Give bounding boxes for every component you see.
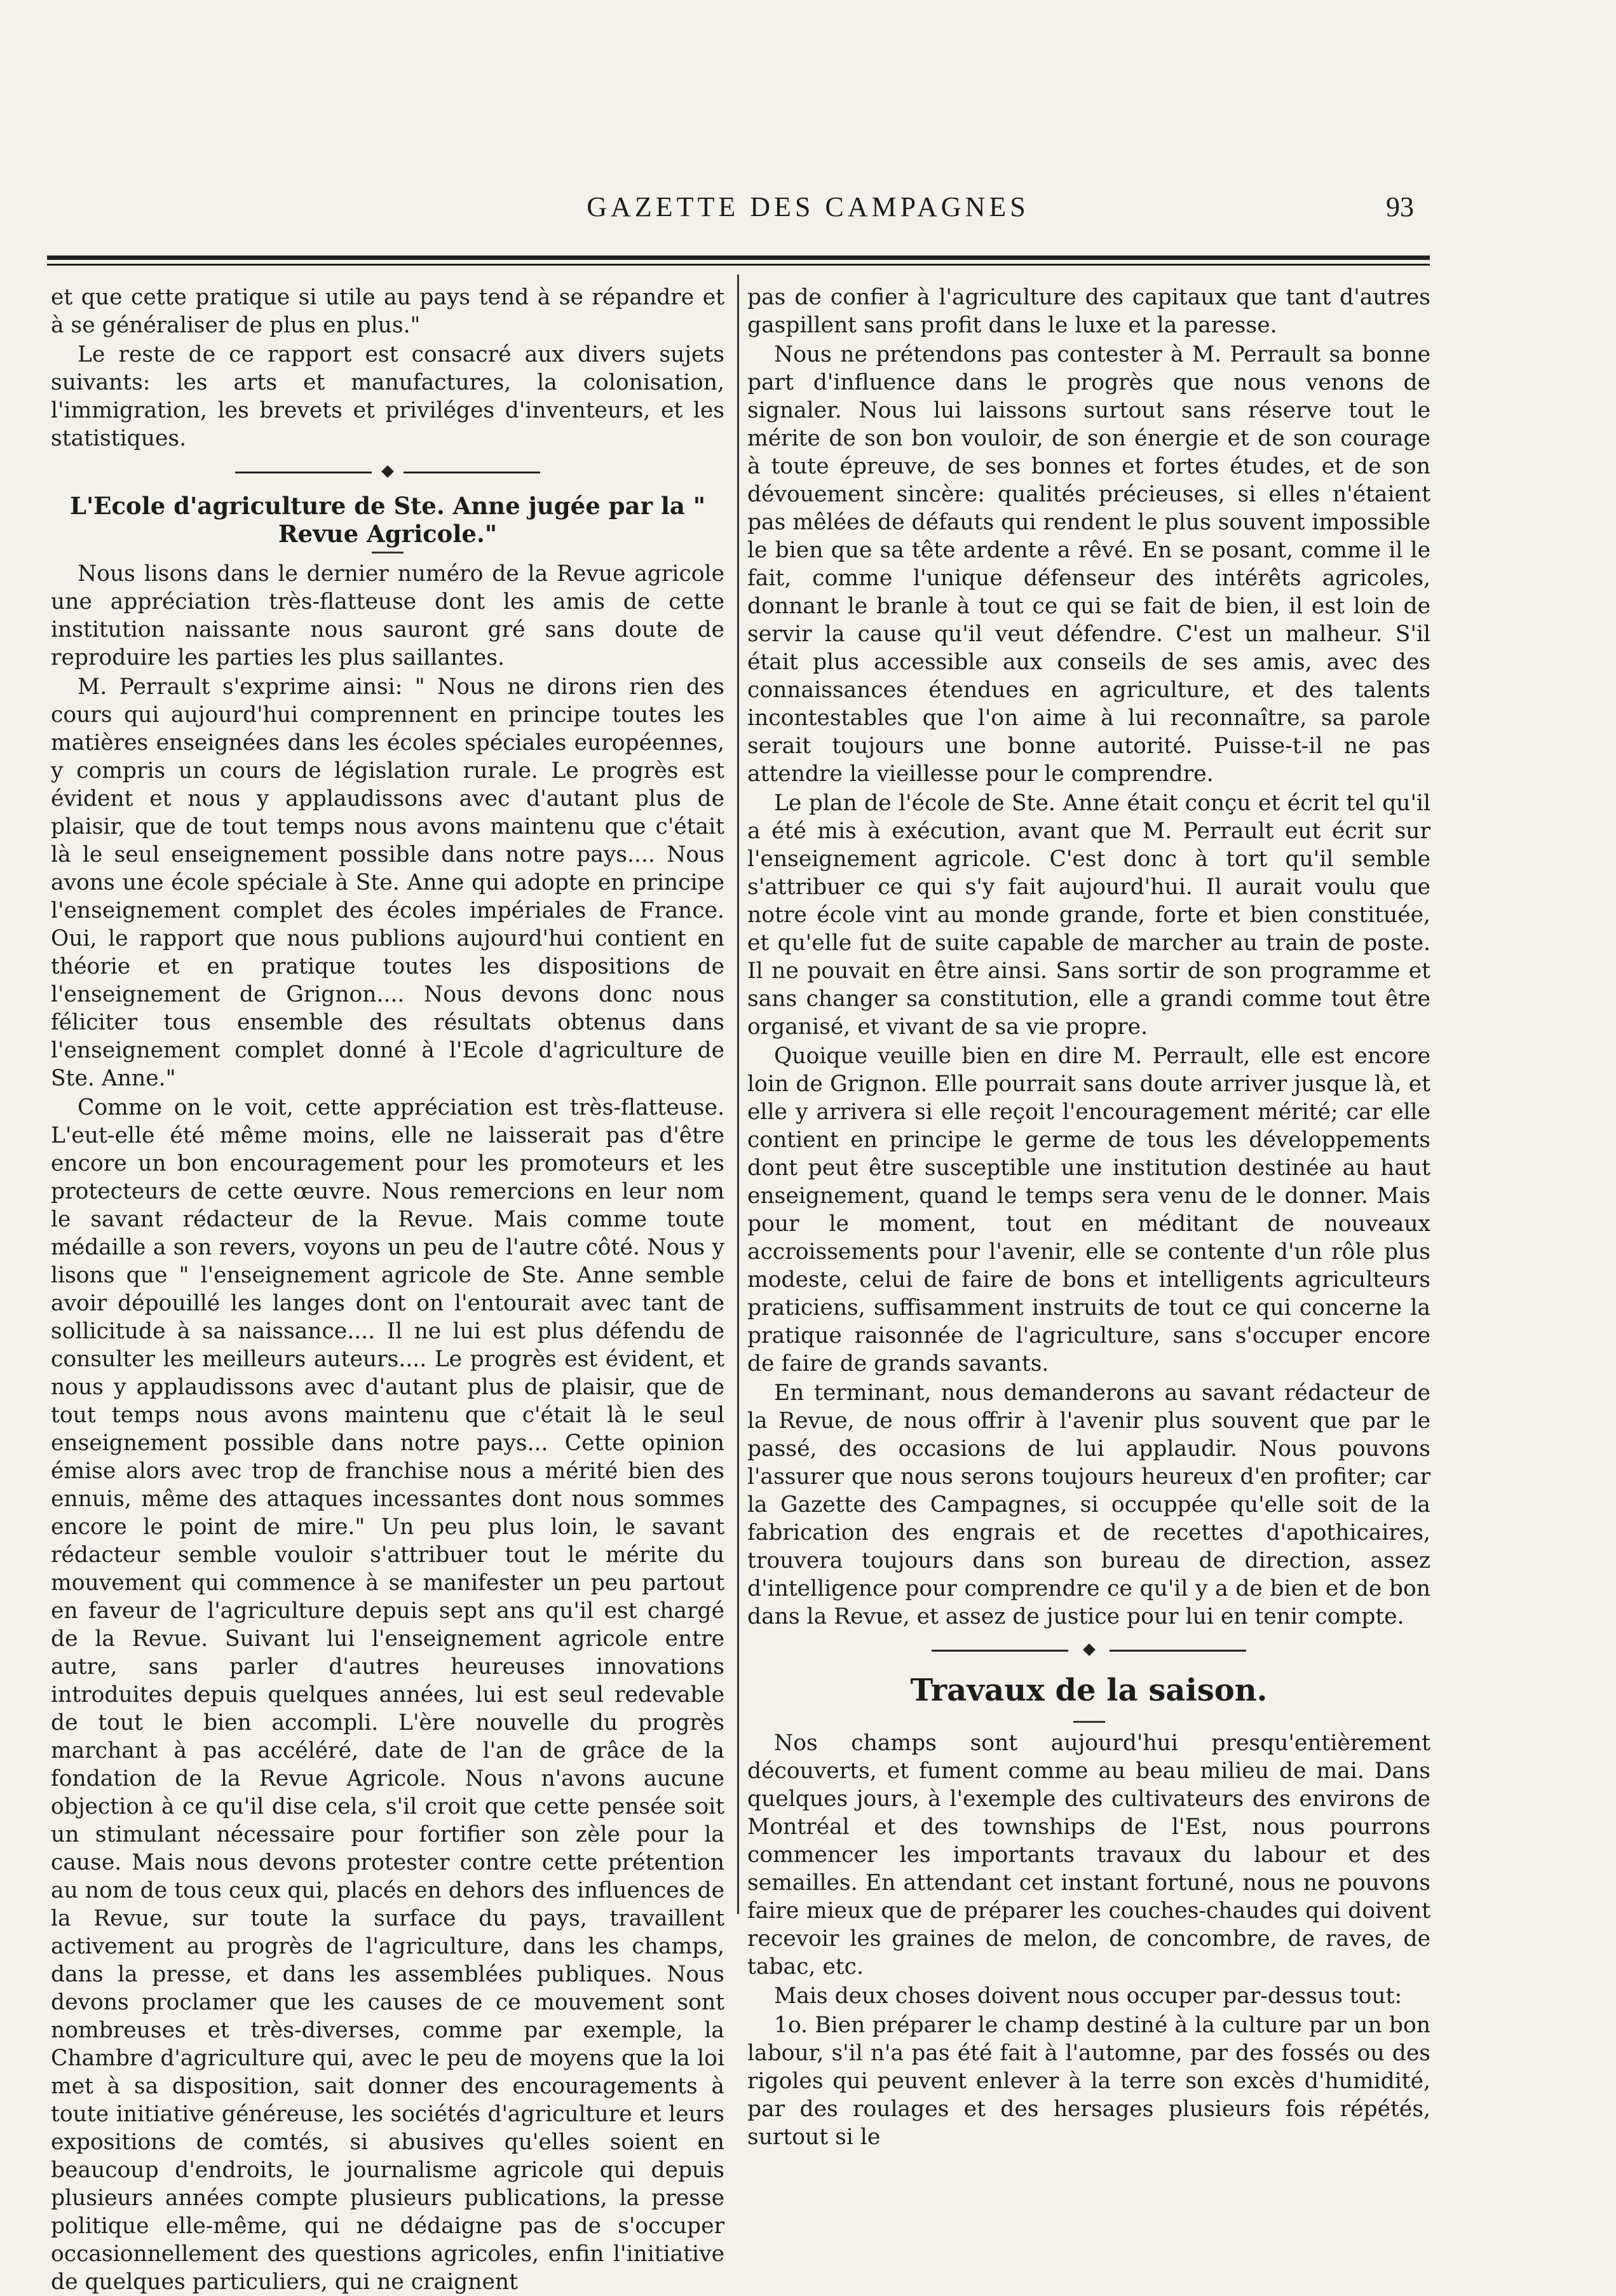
article-paragraph: Nous ne prétendons pas contester à M. Perrault sa bonne part d'influence dans le progrès que nous venons de signaler. Nous lui laissons surtout sans réserve tout le mérite de son bon vouloir, de son énergie et de son courage à toute épreuve, de ses bonnes et fortes études, et de son dévouement sincère: qualités précieuses, si elles n'étaient pas mêlées de défauts qui rendent le plus souvent impossible le bien que sa tête ardente a rêvé. En se posant, comme il le fait, comme l'unique défenseur des intérêts agricoles, donnant le branle à tout ce qui se fait de bien, il est loin de servir la cause qu'il veut défendre. C'est un malheur. S'il était plus accessible aux conseils de ses amis, avec des connaissances étendues en agriculture, et des talents incontestables que l'on aime à lui reconnaître, sa parole serait toujours une bonne autorité. Puisse-t-il ne pas attendre la vieillesse pour le comprendre. bbox=[747, 342, 1430, 787]
article-paragraph: Comme on le voit, cette appréciation est très-flatteuse. L'eut-elle été même moins, elle ne laisserait pas d'être encore un bon encouragement pour les promoteurs et les protecteurs de cette œuvre. Nous remercions en leur nom le savant rédacteur de la Revue. Mais comme toute médaille a son revers, voyons un peu de l'autre côté. Nous y lisons que " l'enseignement agricole de Ste. Anne semble avoir dépouillé les langes dont on l'entourait avec tant de sollicitude à sa naissance.... Il ne lui est plus défendu de consulter les meilleurs auteurs.... Le progrès est évident, et nous y applaudissons avec d'autant plus de plaisir, que de tout temps nous avons maintenu que c'était là le seul enseignement possible dans notre pays... Cette opinion émise alors avec trop de franchise nous a mérité bien des ennuis, même des attaques incessantes dont nous sommes encore le point de mire." Un peu plus loin, le savant rédacteur semble vouloir s'attribuer tout le mérite du mouvement qui commence à se manifester un peu partout en faveur de l'agriculture depuis sept ans qu'il est chargé de la Revue. Suivant lui l'enseignement agricole entre autre, sans parler d'autres heureuses innovations introduites depuis quelques années, lui est seul redevable de tout le bien accompli. L'ère nouvelle du progrès marchant à pas accéléré, date de l'an de grâce de la fondation de la Revue Agricole. Nous n'avons aucune objection à ce qu'il dise cela, s'il croit que cette pensée soit un stimulant nécessaire pour fortifier son zèle pour la cause. Mais nous devons protester contre cette prétention au nom de tous ceux qui, placés en dehors des influences de la Revue, sur toute la surface du pays, travaillent activement au progrès de l'agriculture, dans les champs, dans la presse, et dans les assemblées publiques. Nous devons proclamer que les causes de ce mouvement sont nombreuses et très-diverses, comme par exemple, la Chambre d'agriculture qui, avec le peu de moyens que la loi met à sa disposition, sait donner des encouragements à toute initiative généreuse, les sociétés d'agriculture et leurs expositions de comtés, si abusives qu'elles soient en beaucoup d'endroits, le journalisme agricole qui depuis plusieurs années compte plusieurs publications, la presse politique elle-même, qui ne dédaigne pas de s'occuper occasionnellement des questions agricoles, enfin l'initiative de quelques particuliers, qui ne craignent bbox=[51, 1095, 724, 2295]
article-paragraph: Nous lisons dans le dernier numéro de la Revue agricole une appréciation très-flatteuse dont les amis de cette institution naissante nous sauront gré sans doute de reproduire les parties les plus saillantes. bbox=[51, 561, 724, 670]
section-paragraph: 1o. Bien préparer le champ destiné à la culture par un bon labour, s'il n'a pas été fait à l'automne, par des fossés ou des rigoles qui peuvent enlever à la terre son excès d'humidité, par des roulages et des hersages plusieurs fois répétés, surtout si le bbox=[747, 2013, 1430, 2150]
running-title: GAZETTE DES CAMPAGNES bbox=[587, 191, 1029, 222]
section-paragraph: Mais deux choses doivent nous occuper par-dessus tout: bbox=[774, 1983, 1402, 2009]
intro-paragraph: et que cette pratique si utile au pays tend à se répandre et à se généraliser de plus en plus." bbox=[51, 285, 724, 338]
article-paragraph: Le plan de l'école de Ste. Anne était conçu et écrit tel qu'il a été mis à exécution, avant que M. Perrault eut écrit sur l'enseignement agricole. C'est donc à tort qu'il semble s'attribuer ce qui s'y fait aujourd'hui. Il aurait voulu que notre école vint au monde grande, forte et bien constituée, et qu'elle fut de suite capable de marcher au train de poste. Il ne pouvait en être ainsi. Sans sortir de son programme et sans changer sa constitution, elle a grandi comme tout être organisé, et vivant de sa vie propre. bbox=[747, 791, 1430, 1040]
right-column bbox=[747, 283, 1430, 2151]
left-column bbox=[51, 283, 724, 2296]
section-title-travaux: Travaux de la saison. bbox=[910, 1673, 1268, 1708]
header-rule-thin bbox=[47, 264, 1430, 266]
article-paragraph: pas de confier à l'agriculture des capitaux que tant d'autres gaspillent sans profit dans le luxe et la paresse. bbox=[747, 285, 1430, 338]
section-ornament bbox=[747, 1641, 1430, 1660]
column-divider bbox=[737, 275, 739, 1914]
section-title-ecole: L'Ecole d'agriculture de Ste. Anne jugée par la " Revue Agricole." bbox=[69, 492, 706, 548]
title-dash bbox=[372, 552, 404, 554]
article-paragraph: Quoique veuille bien en dire M. Perrault, elle est encore loin de Grignon. Elle pourrait sans doute arriver jusque là, et elle y arrivera si elle reçoit l'encouragement mérité; car elle contient en principe le germe de tous les développements dont peut être susceptible une institution destinée au haut enseignement, quand le temps sera venu de le donner. Mais pour le moment, tout en méditant de nouveaux accroissements pour l'avenir, elle se contente d'un rôle plus modeste, celui de faire de bons et intelligents agriculteurs praticiens, suffisamment instruits de tout ce qui concerne la pratique raisonnée de l'agriculture, sans s'occuper encore de faire de grands savants. bbox=[747, 1043, 1430, 1376]
page-number: 93 bbox=[1386, 191, 1414, 222]
section-paragraph: Nos champs sont aujourd'hui presqu'entièrement découverts, et fument comme au beau milieu de mai. Dans quelques jours, à l'exemple des cultivateurs des environs de Montréal et des townships de l'Est, nous pourrons commencer les importants travaux du labour et des semailles. En attendant cet instant fortuné, nous ne pouvons faire mieux que de préparer les couches-chaudes qui doivent recevoir les graines de melon, de concombre, de raves, de tabac, etc. bbox=[747, 1730, 1430, 1980]
page-header bbox=[0, 191, 1616, 229]
header-rule-thick bbox=[47, 255, 1430, 260]
article-paragraph: M. Perrault s'exprime ainsi: " Nous ne dirons rien des cours qui aujourd'hui comprennent en principe toutes les matières enseignées dans les écoles spéciales européennes, y compris un cours de législation rurale. Le progrès est évident et nous y applaudissons avec d'autant plus de plaisir, que de tout temps nous avons maintenu que c'était là le seul enseignement possible dans notre pays.... Nous avons une école spéciale à Ste. Anne qui adopte en principe l'enseignement complet des écoles impériales de France. Oui, le rapport que nous publions aujourd'hui contient en théorie et en pratique toutes les dispositions de l'enseignement de Grignon.... Nous devons donc nous féliciter tous ensemble des résultats obtenus dans l'enseignement complet donné à l'Ecole d'agriculture de Ste. Anne." bbox=[51, 674, 724, 1091]
article-paragraph: En terminant, nous demanderons au savant rédacteur de la Revue, de nous offrir à l'avenir plus souvent que par le passé, des occasions de lui applaudir. Nous pouvons l'assurer que nous serons toujours heureux d'en profiter; car la Gazette des Campagnes, si occuppée qu'elle soit de la fabrication des engrais et de recettes d'apothicaires, trouvera toujours dans son bureau de direction, assez d'intelligence pour comprendre ce qu'il y a de bien et de bon dans la Revue, et assez de justice pour lui en tenir compte. bbox=[747, 1380, 1430, 1629]
intro-paragraph: Le reste de ce rapport est consacré aux divers sujets suivants: les arts et manufactures, la colonisation, l'immigration, les brevets et priviléges d'inventeurs, et les statistiques. bbox=[51, 342, 724, 451]
title-dash bbox=[1073, 1721, 1105, 1723]
section-ornament bbox=[51, 463, 724, 482]
